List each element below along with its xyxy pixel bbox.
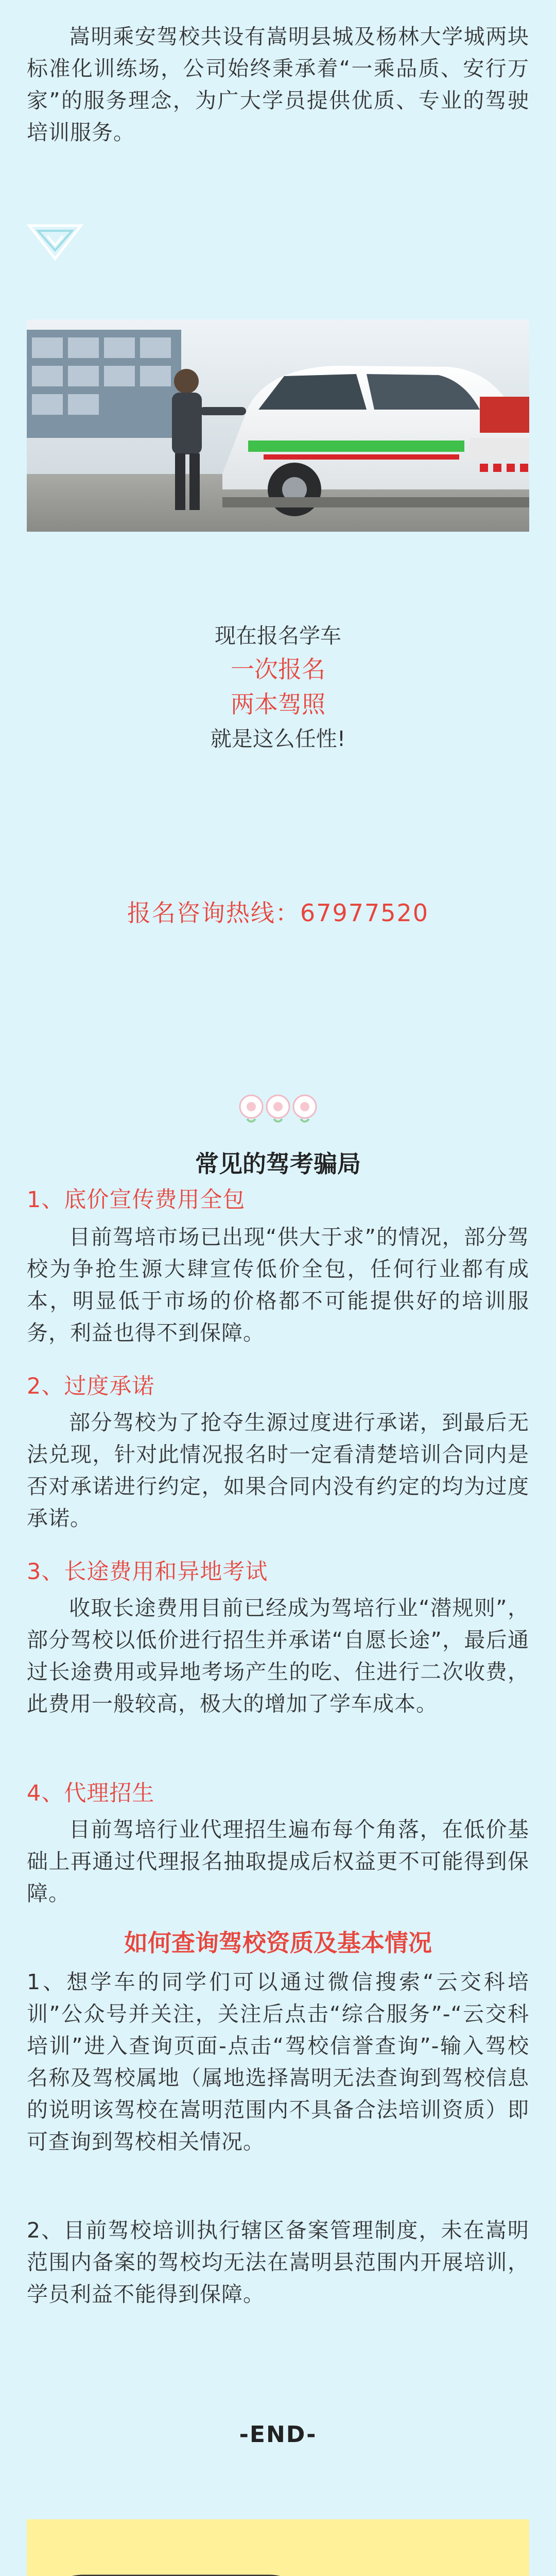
scam-text-1: 目前驾培市场已出现“供大于求”的情况，部分驾校为争抢生源大肆宣传低价全包，任何行业都有成本，明显低于市场的价格都不可能提供好的培训服务，利益也得不到保障。 (27, 1225, 529, 1345)
hotline-text: 报名咨询热线：67977520 (127, 899, 429, 927)
scam-text-4: 目前驾培行业代理招生遍布每个角落，在低价基础上再通过代理报名抽取提成后权益更不可能得到保障。 (27, 1817, 529, 1906)
qr-follow-card (27, 2519, 529, 2576)
scam-heading-4: 4、代理招生 (27, 1781, 155, 1806)
intro-paragraph: 嵩明乘安驾校共设有嵩明县城及杨林大学城两块标准化训练场，公司始终秉承着“一乘品质、安行万家”的服务理念，为广大学员提供优质、专业的驾驶培训服务。 (27, 24, 529, 145)
training-car-photo (27, 319, 529, 532)
promo-line-one-signup: 一次报名 (231, 655, 325, 683)
qr-card-illustration (27, 2519, 529, 2576)
promo-line-signup: 现在报名学车 (215, 623, 341, 648)
logo-triangle-icon (27, 222, 83, 263)
query-paragraph-1: 1、想学车的同学们可以通过微信搜索“云交科培训”公众号并关注，关注后点击“综合服务”-“云交科培训”进入查询页面-点击“驾校信誉查询”-输入驾校名称及驾校属地（属地选择嵩明无法查询到驾校信息的说明该驾校在嵩明范围内不具备合法培训资质）即可查询到驾校相关情况。 (27, 1970, 529, 2154)
promo-line-tagline: 就是这么任性! (210, 726, 346, 751)
scam-text-3: 收取长途费用目前已经成为驾培行业“潜规则”，部分驾校以低价进行招生并承诺“自愿长途”，最后通过长途费用或异地考场产生的吃、住进行二次收费，此费用一般较高，极大的增加了学车成本。 (27, 1596, 529, 1716)
query-paragraph-2: 2、目前驾校培训执行辖区备案管理制度，未在嵩明范围内备案的驾校均无法在嵩明县范围内开展培训，学员利益不能得到保障。 (27, 2218, 529, 2307)
query-section-title: 如何查询驾校资质及基本情况 (124, 1929, 432, 1957)
scam-heading-3: 3、长途费用和异地考试 (27, 1559, 268, 1585)
scam-text-2: 部分驾校为了抢夺生源过度进行承诺，到最后无法兑现，针对此情况报名时一定看清楚培训合同内是否对承诺进行约定，如果合同内没有约定的均为过度承诺。 (27, 1410, 529, 1531)
scams-section-title: 常见的驾考骗局 (195, 1150, 361, 1178)
promo-line-two-licenses: 两本驾照 (231, 690, 325, 718)
scam-heading-1: 1、底价宣传费用全包 (27, 1187, 246, 1213)
end-mark: -END- (239, 2421, 317, 2448)
flower-decoration-icon (236, 1087, 320, 1128)
scam-heading-2: 2、过度承诺 (27, 1374, 155, 1399)
